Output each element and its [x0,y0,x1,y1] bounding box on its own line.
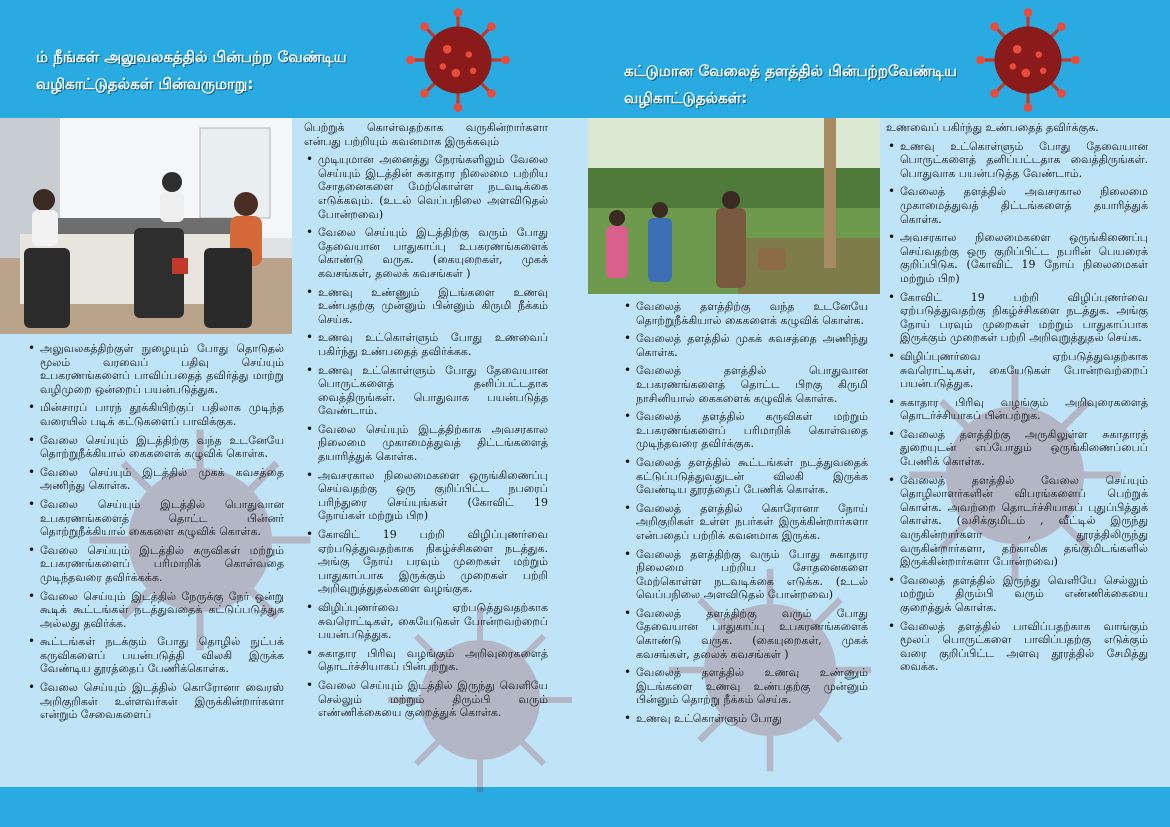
coronavirus-icon [404,6,512,114]
worksite-guideline-item: • வேலைத் தளத்தில் கருவிகள் மற்றும் உபகரணங்களைப் பரிமாறிக் கொள்வதை முடிந்தவரை தவிர்க்குக. [622,410,868,451]
office-guideline-item: • கூட்டங்கள் நடக்கும் போது தொழில் நுட்பக் கருவிகளைப் பயன்படுத்தி விலகி இருக்க வேண்டிய தூரத்தைப் பேணிக்கொள்க. [26,635,284,676]
office-guideline-item: • வேலை செய்யும் இடத்தில் பொதுவான உபகரணங்களைத் தொட்ட பின்னர் தொற்றுநீக்கியால் கைகளை கழுவிக் கொள்க. [26,498,284,539]
worksite-guideline-item: • வேலைத் தளத்தில் வேலை செய்யும் தொழிலாளர்களின் விபரங்களைப் பெற்றுக் கொள்க. அவற்றை தொடர்ச்சியாகப் புதுப்பித்துக் கொள்க. (வசிக்குமிடம் , வீட்டில் இருந்து வருகின்றார்களா , தூரத்திலிருந்து வருகின்றார்களா, தற்காலிக தங்குமிடங்களில் இருக்கின்றார்களா போன்றவை) [886,474,1148,569]
worksite-guideline-item: • வேலைத் தளத்தில் அவசரகால நிலைமை முகாமைத்துவத் திட்டங்களைத் தயாரித்துக் கொள்க. [886,185,1148,226]
left-heading [36,44,347,98]
office-guidelines-column-1 [26,342,284,727]
worksite-guideline-item: • சுகாதார பிரிவு வழங்கும் அறிவுரைகளைத் தொடர்ச்சியாகப் பின்பற்றுக. [886,396,1148,423]
worksite-guideline-item: • வேலைத் தளத்தில் முகக் கவசத்தை அணிந்து கொள்க. [622,332,868,359]
office-guideline-item: • அவசரகால நிலைமைகளை ஒருங்கிணைப்பு செய்வதற்கு ஒரு குறிப்பிட்ட நபரைப் பரிந்துரை செய்யுங்கள் (கோவிட் 19 நோய்கள் மற்றும் பிற) [304,469,548,523]
worksite-guidelines-column-2 [886,121,1148,679]
worksite-guideline-item: • வேலைத் தளத்தில் பாவிப்பதற்காக வாங்கும் மூலப் பொருட்களை பாவிப்பதற்கு எடுக்கும் வரை குறிப்பிட்ட அளவு தூரத்தில் சேமித்து வைக்க. [886,620,1148,674]
office-guideline-item: • உணவு உட்கொள்ளும் போது தேவையான பொருட்களைத் தனிப்பட்டதாக வைத்திருங்கள். பொதுவாக பயன்படுத்த வேண்டாம். [304,364,548,418]
worksite-guideline-item: • வேலைத் தளத்திற்கு வரும் போது சுகாதார நிலைமை பற்றிய சோதனைகளை மேற்கொள்ள நடவடிக்கை எடுக்க. (உடல் வெப்பநிலை அளவிடுதல் போன்றவை) [622,548,868,602]
coronavirus-icon [974,6,1082,114]
worksite-guideline-item: • கோவிட் 19 பற்றி விழிப்புணர்வை ஏற்படுத்துவதற்கு நிகழ்ச்சிகளை நடத்துக. அங்கு நோய் பரவும் முறைகள் மற்றும் பாதுகாப்பாக இருக்கும் முறைகள் பற்றி அறிவுறுத்துதல் செய்க. [886,291,1148,345]
worksite-guideline-continuation: உணவைப் பகிர்ந்து உண்பதைத் தவிர்க்குக. [886,121,1099,134]
worksite-guidelines-column-1 [622,300,868,731]
right-heading [624,58,957,112]
office-guideline-item: • வேலை செய்யும் இடத்தில் முகக் கவசத்தை அணிந்து கொள்க. [26,466,284,493]
office-guideline-item: • சுகாதார பிரிவு வழங்கும் அறிவுரைகளைத் தொடர்ச்சியாகப் பின்பற்றுக. [304,647,548,674]
office-guideline-item: • அலுவலகத்திற்குள் நுழையும் போது தொடுதல் மூலம் வரவைப் பதிவு செய்யும் உபகரணங்களைப் பாவிப்பதைத் தவிர்த்து மாற்று வழிமுறை ஒன்றைப் பயன்படுத்துக. [26,342,284,396]
office-guideline-item: • வேலை செய்யும் இடத்தில் இருந்து வெளியே செல்லும் மற்றும் திரும்பி வரும் எண்ணிக்கையை குறைத்துக் கொள்க. [304,679,548,720]
worksite-guideline-item: • விழிப்புணர்வை ஏற்படுத்துவதற்காக சுவரொட்டிகள், கையேடுகள் போன்றவற்றைப் பயன்படுத்துக. [886,350,1148,391]
office-workers-photo [0,118,292,334]
office-guideline-continuation: பெற்றுக் கொள்வதற்காக வருகின்றார்களா என்பது பற்றியும் கவனமாக இருக்கவும் [304,121,548,148]
worksite-guideline-item: • வேலைத் தளத்திற்கு அருகிலுள்ள சுகாதாரத் துறையுடன் எப்போதும் ஒருங்கிணைப்பைப் பேணிக் கொள்க. [886,428,1148,469]
office-guideline-item: • வேலை செய்யும் இடத்தில் கொரோனா வைரஸ் அறிகுறிகள் உள்ளவர்கள் இருக்கின்றார்களா என்றும் சேவைகளைப் [26,681,284,722]
left-heading-line-1: ம் நீங்கள் அலுவலகத்தில் பின்பற்ற வேண்டிய [36,48,347,66]
office-guideline-item: • விழிப்புணர்வை ஏற்படுத்துவதற்காக சுவரொட்டிகள், கையேடுகள் போன்றவற்றைப் பயன்படுத்துக. [304,601,548,642]
worksite-guideline-item: • வேலைத் தளத்தில் இருந்து வெளியே செல்லும் மற்றும் திரும்பி வரும் எண்ணிக்கையை குறைத்துக் கொள்க. [886,574,1148,615]
office-guidelines-column-2 [304,121,548,725]
worksite-guideline-item: • உணவு உட்கொள்ளும் போது [622,712,868,726]
left-heading-line-2: வழிகாட்டுதல்கள் பின்வருமாறு: [36,75,254,93]
worksite-guideline-item: • வேலைத் தளத்தில் பொதுவான உபகரணங்களைத் தொட்ட பிறகு கிருமி நாசினியால் கைகளைக் கழுவிக் கொள்க. [622,364,868,405]
office-guideline-item: • வேலை செய்யும் இடத்திற்காக அவசரகால நிலைமை முகாமைத்துவத் திட்டங்களைத் தயாரித்துக் கொள்க. [304,423,548,464]
office-guideline-item: • முடியுமான அனைத்து நேரங்களிலும் வேலை செய்யும் இடத்தின் சுகாதார நிலைமை பற்றிய சோதனைகளை மேற்கொள்ள நடவடிக்கை எடுக்கவும். (உடல் வெப்பநிலை அளவிடுதல் போன்றவை) [304,153,548,221]
right-heading-line-2: வழிகாட்டுதல்கள்: [624,89,748,107]
footer-band [0,787,1170,827]
office-guideline-item: • உணவு உண்ணும் இடங்களை உணவு உண்பதற்கு முன்னும் பின்னும் கிருமி நீக்கம் செய்க. [304,286,548,327]
right-heading-line-1: கட்டுமான வேலைத் தளத்தில் பின்பற்றவேண்டிய [624,62,957,80]
office-guideline-item: • வேலை செய்யும் இடத்திற்கு வரும் போது தேவையான பாதுகாப்பு உபகரணங்களைக் கொண்டு வருக. (கையுறைகள், முகக் கவசங்கள், தலைக் கவசங்கள் ) [304,226,548,280]
worksite-guideline-item: • வேலைத் தளத்திற்கு வந்த உடனேயே தொற்றுநீக்கியால் கைகளைக் கழுவிக் கொள்க. [622,300,868,327]
worksite-guideline-item: • உணவு உட்கொள்ளும் போது தேவையான பொருட்களைத் தனிப்பட்டதாக வைத்திருங்கள். பொதுவாக பயன்படுத்த வேண்டாம். [886,140,1148,181]
office-guideline-item: • வேலை செய்யும் இடத்தில் கருவிகள் மற்றும் உபகரணங்களைப் பரிமாறிக் கொள்வதை முடிந்தவரை தவிர்க்கக்க. [26,544,284,585]
office-guideline-item: • உணவு உட்கொள்ளும் போது உணவைப் பகிர்ந்து உண்பதைத் தவிர்க்கக. [304,331,548,358]
worksite-guideline-item: • வேலைத் தளத்திற்கு வரும் போது தேவையான பாதுகாப்பு உபகரணங்களைக் கொண்டு வருக. (கையுறைகள், முகக் கவசங்கள், தலைக் கவசங்கள் ) [622,607,868,661]
office-guideline-item: • மின்சாரப் பாரந் தூக்கியிற்குப் பதிலாக முடிந்த வரையில் படிக் கட்டுகளைப் பாவிக்குக. [26,401,284,428]
worksite-guideline-item: • வேலைத் தளத்தில் உணவு உண்ணும் இடங்களை உணவு உண்பதற்கு முன்னும் பின்னும் தொற்று நீக்கம் செய்க. [622,666,868,707]
worksite-guideline-item: • அவசரகால நிலைமைகளை ஒருங்கிணைப்பு செய்வதற்கு ஒரு குறிப்பிட்ட நபரின் பெயரைக் குறிப்பிடுக. (கோவிட் 19 நோய் நிலைமைகள் மற்றும் பிற) [886,231,1148,285]
office-guideline-item: • வேலை செய்யும் இடத்தில் நேருக்கு நேர் ஒன்று கூடிக் கூட்டங்கள் நடத்துவதைக் கட்டுப்படுத்துக அல்லது தவிர்க்க. [26,590,284,631]
tea-estate-workers-photo [588,118,880,294]
worksite-guideline-item: • வேலைத் தளத்தில் கொரோனா நோய் அறிகுறிகள் உள்ள நபர்கள் இருக்கின்றார்களா என்பதைப் பற்றிக் கவனமாக இருக்க. [622,502,868,543]
office-guideline-item: • வேலை செய்யும் இடத்திற்கு வந்த உடனேயே தொற்றுநீக்கியால் கைகளைக் கழுவிக் கொள்க. [26,434,284,461]
worksite-guideline-item: • வேலைத் தளத்தில் கூட்டங்கள் நடத்துவதைக் கட்டுப்படுத்துவதுடன் விலகி இருக்க வேண்டிய தூரத்தைப் பேணிக் கொள்க. [622,456,868,497]
office-guideline-item: • கோவிட் 19 பற்றி விழிப்புணர்வை ஏற்படுத்துவதற்காக நிகழ்ச்சிகளை நடத்துக. அங்கு நோய் பரவும் முறைகள் மற்றும் பாதுகாப்பாக இருக்கும் முறைகள் பற்றி அறிவுறுத்துதல்களை வழங்குக. [304,528,548,596]
